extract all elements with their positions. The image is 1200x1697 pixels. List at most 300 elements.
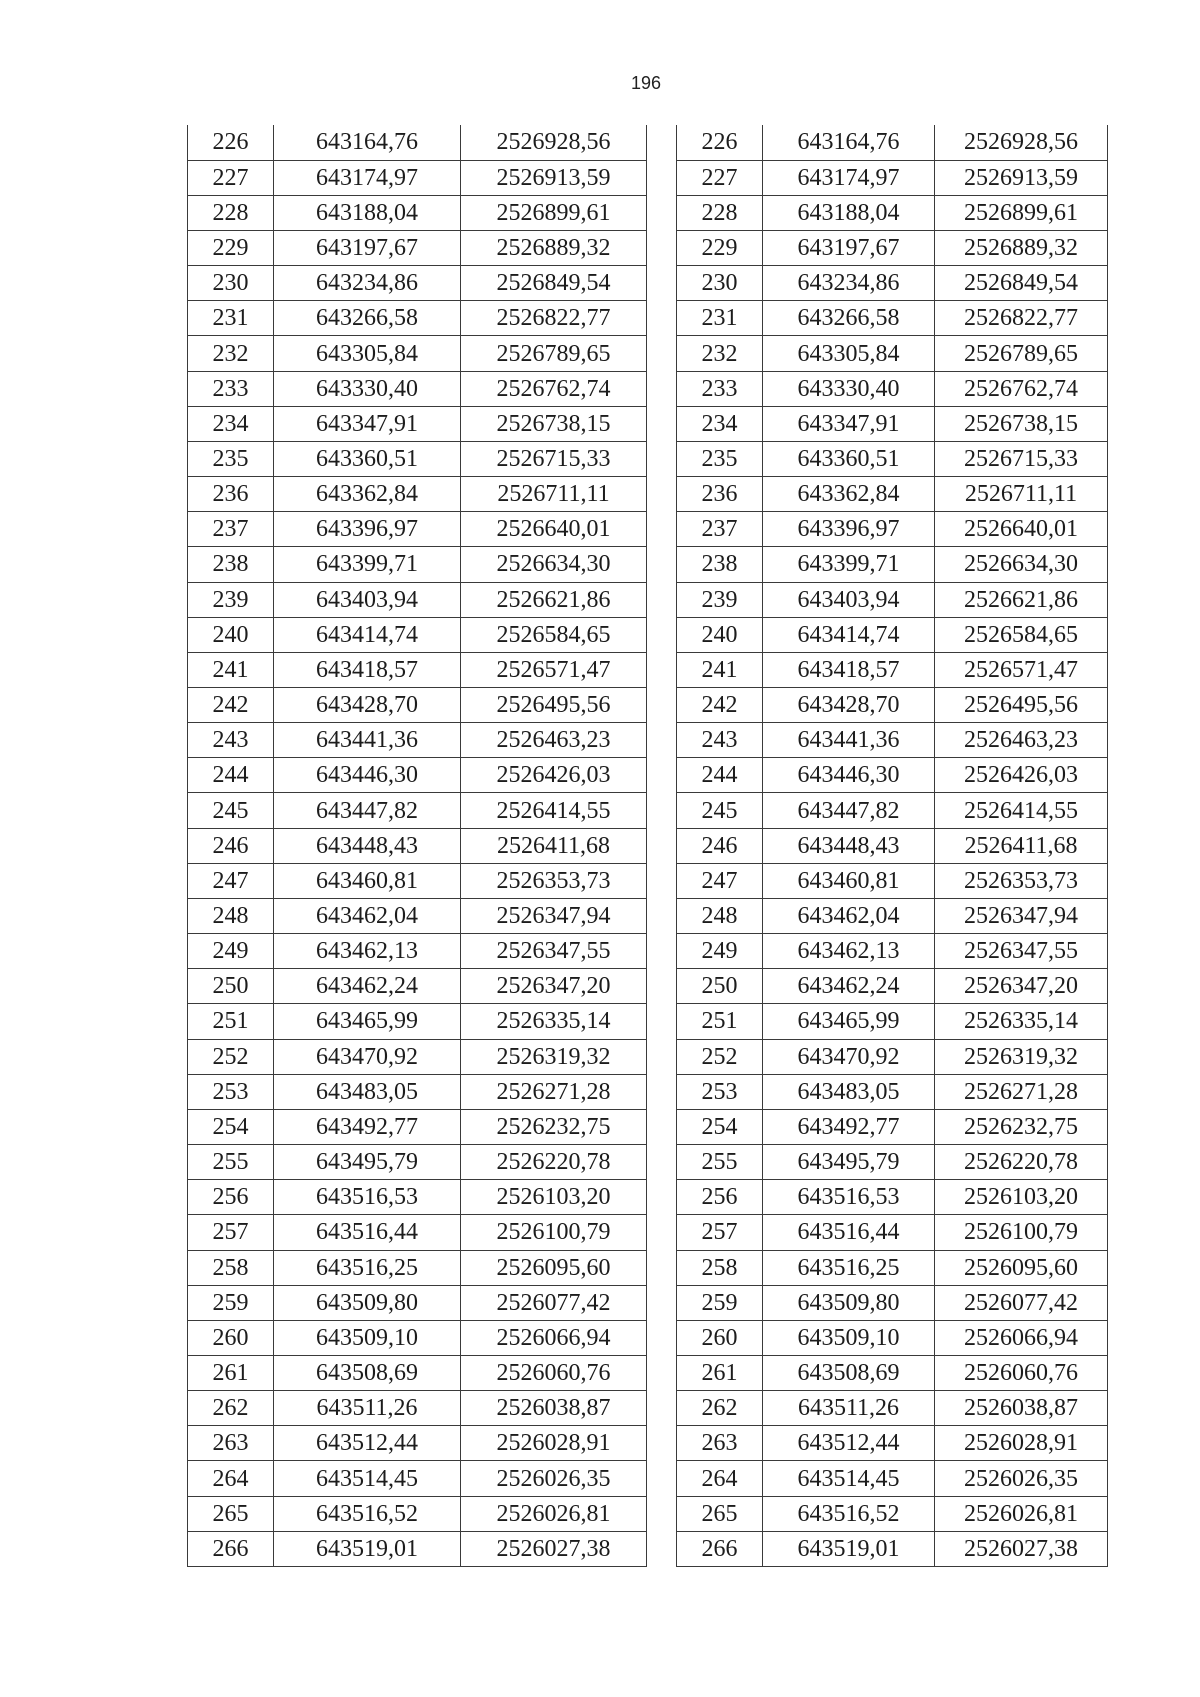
cell-point-number: 238 bbox=[677, 547, 763, 582]
table-row bbox=[677, 617, 1108, 652]
cell-y-coordinate: 2526077,42 bbox=[461, 1285, 647, 1320]
cell-y-coordinate: 2526319,32 bbox=[935, 1039, 1108, 1074]
cell-point-number: 255 bbox=[188, 1145, 274, 1180]
cell-point-number: 244 bbox=[188, 758, 274, 793]
cell-y-coordinate: 2526738,15 bbox=[461, 406, 647, 441]
cell-y-coordinate: 2526353,73 bbox=[935, 863, 1108, 898]
cell-point-number: 266 bbox=[677, 1531, 763, 1566]
table-row bbox=[677, 160, 1108, 195]
cell-x-coordinate: 643514,45 bbox=[274, 1461, 461, 1496]
table-row bbox=[677, 863, 1108, 898]
table-row bbox=[188, 301, 647, 336]
table-row bbox=[677, 898, 1108, 933]
cell-x-coordinate: 643462,04 bbox=[763, 898, 935, 933]
cell-y-coordinate: 2526762,74 bbox=[935, 371, 1108, 406]
cell-point-number: 257 bbox=[188, 1215, 274, 1250]
cell-point-number: 264 bbox=[677, 1461, 763, 1496]
cell-point-number: 243 bbox=[677, 723, 763, 758]
cell-point-number: 240 bbox=[677, 617, 763, 652]
cell-point-number: 228 bbox=[677, 195, 763, 230]
cell-point-number: 262 bbox=[677, 1391, 763, 1426]
cell-x-coordinate: 643516,25 bbox=[763, 1250, 935, 1285]
cell-point-number: 249 bbox=[677, 934, 763, 969]
table-row bbox=[677, 512, 1108, 547]
cell-y-coordinate: 2526347,94 bbox=[935, 898, 1108, 933]
table-row bbox=[677, 230, 1108, 265]
cell-y-coordinate: 2526822,77 bbox=[461, 301, 647, 336]
cell-point-number: 242 bbox=[677, 688, 763, 723]
cell-y-coordinate: 2526822,77 bbox=[935, 301, 1108, 336]
cell-point-number: 256 bbox=[677, 1180, 763, 1215]
cell-point-number: 229 bbox=[677, 230, 763, 265]
table-row bbox=[188, 1426, 647, 1461]
cell-y-coordinate: 2526038,87 bbox=[935, 1391, 1108, 1426]
cell-point-number: 259 bbox=[677, 1285, 763, 1320]
table-row bbox=[188, 1039, 647, 1074]
cell-point-number: 258 bbox=[188, 1250, 274, 1285]
cell-x-coordinate: 643446,30 bbox=[274, 758, 461, 793]
table-row bbox=[677, 969, 1108, 1004]
cell-point-number: 250 bbox=[677, 969, 763, 1004]
cell-x-coordinate: 643360,51 bbox=[274, 441, 461, 476]
cell-point-number: 254 bbox=[677, 1109, 763, 1144]
cell-x-coordinate: 643447,82 bbox=[274, 793, 461, 828]
table-row bbox=[677, 1355, 1108, 1390]
cell-point-number: 251 bbox=[188, 1004, 274, 1039]
table-row bbox=[188, 1145, 647, 1180]
cell-point-number: 238 bbox=[188, 547, 274, 582]
table-row bbox=[677, 828, 1108, 863]
cell-point-number: 260 bbox=[677, 1320, 763, 1355]
cell-y-coordinate: 2526928,56 bbox=[935, 125, 1108, 160]
cell-y-coordinate: 2526495,56 bbox=[935, 688, 1108, 723]
cell-y-coordinate: 2526100,79 bbox=[935, 1215, 1108, 1250]
table-row bbox=[677, 723, 1108, 758]
cell-y-coordinate: 2526584,65 bbox=[935, 617, 1108, 652]
table-row bbox=[677, 1391, 1108, 1426]
cell-y-coordinate: 2526621,86 bbox=[935, 582, 1108, 617]
cell-x-coordinate: 643418,57 bbox=[274, 652, 461, 687]
cell-y-coordinate: 2526634,30 bbox=[461, 547, 647, 582]
cell-x-coordinate: 643470,92 bbox=[763, 1039, 935, 1074]
cell-x-coordinate: 643188,04 bbox=[274, 195, 461, 230]
cell-x-coordinate: 643234,86 bbox=[274, 266, 461, 301]
cell-point-number: 261 bbox=[677, 1355, 763, 1390]
cell-x-coordinate: 643483,05 bbox=[763, 1074, 935, 1109]
table-row bbox=[188, 1004, 647, 1039]
cell-point-number: 246 bbox=[188, 828, 274, 863]
cell-y-coordinate: 2526899,61 bbox=[461, 195, 647, 230]
cell-y-coordinate: 2526711,11 bbox=[935, 477, 1108, 512]
cell-y-coordinate: 2526711,11 bbox=[461, 477, 647, 512]
table-row bbox=[188, 1391, 647, 1426]
cell-y-coordinate: 2526495,56 bbox=[461, 688, 647, 723]
table-row bbox=[677, 1496, 1108, 1531]
cell-x-coordinate: 643414,74 bbox=[274, 617, 461, 652]
table-row bbox=[677, 371, 1108, 406]
cell-y-coordinate: 2526353,73 bbox=[461, 863, 647, 898]
cell-x-coordinate: 643347,91 bbox=[763, 406, 935, 441]
cell-x-coordinate: 643495,79 bbox=[763, 1145, 935, 1180]
page-number: 196 bbox=[630, 73, 662, 93]
cell-x-coordinate: 643516,25 bbox=[274, 1250, 461, 1285]
table-row bbox=[188, 230, 647, 265]
cell-x-coordinate: 643164,76 bbox=[763, 125, 935, 160]
cell-y-coordinate: 2526066,94 bbox=[461, 1320, 647, 1355]
cell-point-number: 255 bbox=[677, 1145, 763, 1180]
table-row bbox=[188, 547, 647, 582]
cell-y-coordinate: 2526271,28 bbox=[461, 1074, 647, 1109]
table-row bbox=[188, 1320, 647, 1355]
cell-y-coordinate: 2526621,86 bbox=[461, 582, 647, 617]
table-body bbox=[677, 125, 1108, 1566]
cell-x-coordinate: 643509,10 bbox=[274, 1320, 461, 1355]
cell-point-number: 250 bbox=[188, 969, 274, 1004]
cell-x-coordinate: 643462,04 bbox=[274, 898, 461, 933]
cell-y-coordinate: 2526095,60 bbox=[935, 1250, 1108, 1285]
cell-x-coordinate: 643441,36 bbox=[274, 723, 461, 758]
table-row bbox=[677, 793, 1108, 828]
cell-y-coordinate: 2526426,03 bbox=[935, 758, 1108, 793]
cell-y-coordinate: 2526634,30 bbox=[935, 547, 1108, 582]
cell-x-coordinate: 643519,01 bbox=[274, 1531, 461, 1566]
table-row bbox=[188, 1285, 647, 1320]
cell-point-number: 235 bbox=[677, 441, 763, 476]
cell-point-number: 261 bbox=[188, 1355, 274, 1390]
table-row bbox=[677, 336, 1108, 371]
cell-x-coordinate: 643512,44 bbox=[274, 1426, 461, 1461]
cell-x-coordinate: 643483,05 bbox=[274, 1074, 461, 1109]
cell-y-coordinate: 2526640,01 bbox=[461, 512, 647, 547]
cell-point-number: 234 bbox=[677, 406, 763, 441]
cell-y-coordinate: 2526849,54 bbox=[461, 266, 647, 301]
cell-point-number: 240 bbox=[188, 617, 274, 652]
table-row bbox=[677, 1285, 1108, 1320]
cell-x-coordinate: 643330,40 bbox=[763, 371, 935, 406]
coordinate-table-left bbox=[187, 125, 647, 1567]
cell-y-coordinate: 2526027,38 bbox=[935, 1531, 1108, 1566]
cell-point-number: 226 bbox=[677, 125, 763, 160]
cell-x-coordinate: 643460,81 bbox=[274, 863, 461, 898]
cell-point-number: 236 bbox=[677, 477, 763, 512]
cell-y-coordinate: 2526095,60 bbox=[461, 1250, 647, 1285]
cell-x-coordinate: 643414,74 bbox=[763, 617, 935, 652]
cell-x-coordinate: 643492,77 bbox=[274, 1109, 461, 1144]
cell-point-number: 265 bbox=[677, 1496, 763, 1531]
table-row bbox=[188, 617, 647, 652]
table-row bbox=[188, 1074, 647, 1109]
table-body bbox=[188, 125, 647, 1566]
cell-y-coordinate: 2526762,74 bbox=[461, 371, 647, 406]
cell-y-coordinate: 2526319,32 bbox=[461, 1039, 647, 1074]
cell-point-number: 243 bbox=[188, 723, 274, 758]
cell-x-coordinate: 643516,53 bbox=[763, 1180, 935, 1215]
table-row bbox=[188, 652, 647, 687]
table-row bbox=[188, 1496, 647, 1531]
cell-point-number: 231 bbox=[188, 301, 274, 336]
cell-point-number: 237 bbox=[677, 512, 763, 547]
cell-x-coordinate: 643360,51 bbox=[763, 441, 935, 476]
cell-point-number: 247 bbox=[188, 863, 274, 898]
cell-point-number: 229 bbox=[188, 230, 274, 265]
cell-x-coordinate: 643516,52 bbox=[763, 1496, 935, 1531]
cell-point-number: 249 bbox=[188, 934, 274, 969]
cell-point-number: 264 bbox=[188, 1461, 274, 1496]
table-row bbox=[188, 441, 647, 476]
table-row bbox=[677, 1461, 1108, 1496]
cell-x-coordinate: 643511,26 bbox=[274, 1391, 461, 1426]
cell-x-coordinate: 643508,69 bbox=[274, 1355, 461, 1390]
cell-x-coordinate: 643428,70 bbox=[274, 688, 461, 723]
cell-y-coordinate: 2526913,59 bbox=[461, 160, 647, 195]
cell-point-number: 248 bbox=[188, 898, 274, 933]
cell-x-coordinate: 643446,30 bbox=[763, 758, 935, 793]
cell-point-number: 257 bbox=[677, 1215, 763, 1250]
cell-y-coordinate: 2526066,94 bbox=[935, 1320, 1108, 1355]
table-row bbox=[677, 1531, 1108, 1566]
cell-y-coordinate: 2526027,38 bbox=[461, 1531, 647, 1566]
table-row bbox=[188, 1109, 647, 1144]
cell-y-coordinate: 2526715,33 bbox=[461, 441, 647, 476]
cell-x-coordinate: 643465,99 bbox=[274, 1004, 461, 1039]
cell-y-coordinate: 2526232,75 bbox=[935, 1109, 1108, 1144]
table-row bbox=[677, 1215, 1108, 1250]
cell-point-number: 230 bbox=[188, 266, 274, 301]
cell-y-coordinate: 2526335,14 bbox=[935, 1004, 1108, 1039]
cell-x-coordinate: 643396,97 bbox=[274, 512, 461, 547]
table-row bbox=[677, 1426, 1108, 1461]
cell-point-number: 232 bbox=[188, 336, 274, 371]
cell-point-number: 233 bbox=[188, 371, 274, 406]
cell-y-coordinate: 2526347,20 bbox=[461, 969, 647, 1004]
cell-x-coordinate: 643516,53 bbox=[274, 1180, 461, 1215]
cell-x-coordinate: 643509,80 bbox=[274, 1285, 461, 1320]
cell-y-coordinate: 2526928,56 bbox=[461, 125, 647, 160]
table-row bbox=[188, 758, 647, 793]
cell-y-coordinate: 2526889,32 bbox=[461, 230, 647, 265]
table-row bbox=[188, 969, 647, 1004]
cell-x-coordinate: 643399,71 bbox=[274, 547, 461, 582]
cell-x-coordinate: 643462,24 bbox=[763, 969, 935, 1004]
cell-x-coordinate: 643266,58 bbox=[274, 301, 461, 336]
cell-point-number: 263 bbox=[188, 1426, 274, 1461]
cell-point-number: 226 bbox=[188, 125, 274, 160]
cell-point-number: 242 bbox=[188, 688, 274, 723]
table-row bbox=[677, 758, 1108, 793]
table-row bbox=[188, 828, 647, 863]
cell-x-coordinate: 643462,24 bbox=[274, 969, 461, 1004]
cell-x-coordinate: 643465,99 bbox=[763, 1004, 935, 1039]
cell-x-coordinate: 643512,44 bbox=[763, 1426, 935, 1461]
cell-point-number: 236 bbox=[188, 477, 274, 512]
cell-y-coordinate: 2526789,65 bbox=[461, 336, 647, 371]
cell-point-number: 263 bbox=[677, 1426, 763, 1461]
cell-point-number: 252 bbox=[188, 1039, 274, 1074]
cell-y-coordinate: 2526584,65 bbox=[461, 617, 647, 652]
cell-y-coordinate: 2526411,68 bbox=[461, 828, 647, 863]
cell-point-number: 245 bbox=[677, 793, 763, 828]
table-row bbox=[677, 477, 1108, 512]
table-row bbox=[677, 1004, 1108, 1039]
cell-point-number: 256 bbox=[188, 1180, 274, 1215]
table-row bbox=[677, 1109, 1108, 1144]
cell-y-coordinate: 2526426,03 bbox=[461, 758, 647, 793]
cell-y-coordinate: 2526899,61 bbox=[935, 195, 1108, 230]
cell-y-coordinate: 2526738,15 bbox=[935, 406, 1108, 441]
cell-y-coordinate: 2526028,91 bbox=[461, 1426, 647, 1461]
cell-x-coordinate: 643234,86 bbox=[763, 266, 935, 301]
cell-x-coordinate: 643362,84 bbox=[274, 477, 461, 512]
cell-x-coordinate: 643448,43 bbox=[274, 828, 461, 863]
table-row bbox=[188, 793, 647, 828]
table-row bbox=[188, 1215, 647, 1250]
cell-point-number: 241 bbox=[677, 652, 763, 687]
cell-x-coordinate: 643403,94 bbox=[274, 582, 461, 617]
cell-x-coordinate: 643188,04 bbox=[763, 195, 935, 230]
cell-point-number: 244 bbox=[677, 758, 763, 793]
cell-y-coordinate: 2526103,20 bbox=[461, 1180, 647, 1215]
cell-y-coordinate: 2526060,76 bbox=[461, 1355, 647, 1390]
cell-point-number: 260 bbox=[188, 1320, 274, 1355]
table-row bbox=[188, 934, 647, 969]
table-row bbox=[188, 582, 647, 617]
cell-y-coordinate: 2526077,42 bbox=[935, 1285, 1108, 1320]
cell-y-coordinate: 2526463,23 bbox=[461, 723, 647, 758]
cell-y-coordinate: 2526849,54 bbox=[935, 266, 1108, 301]
cell-point-number: 233 bbox=[677, 371, 763, 406]
table-row bbox=[188, 723, 647, 758]
table-row bbox=[188, 863, 647, 898]
table-row bbox=[188, 1355, 647, 1390]
cell-y-coordinate: 2526232,75 bbox=[461, 1109, 647, 1144]
cell-point-number: 253 bbox=[677, 1074, 763, 1109]
table-row bbox=[188, 266, 647, 301]
table-row bbox=[677, 441, 1108, 476]
cell-x-coordinate: 643197,67 bbox=[274, 230, 461, 265]
cell-y-coordinate: 2526411,68 bbox=[935, 828, 1108, 863]
cell-x-coordinate: 643441,36 bbox=[763, 723, 935, 758]
cell-x-coordinate: 643396,97 bbox=[763, 512, 935, 547]
table-row bbox=[188, 1250, 647, 1285]
table-row bbox=[188, 477, 647, 512]
cell-point-number: 258 bbox=[677, 1250, 763, 1285]
table-row bbox=[677, 266, 1108, 301]
table-row bbox=[677, 301, 1108, 336]
cell-point-number: 231 bbox=[677, 301, 763, 336]
cell-y-coordinate: 2526640,01 bbox=[935, 512, 1108, 547]
cell-point-number: 234 bbox=[188, 406, 274, 441]
cell-y-coordinate: 2526271,28 bbox=[935, 1074, 1108, 1109]
cell-y-coordinate: 2526347,55 bbox=[935, 934, 1108, 969]
cell-x-coordinate: 643516,44 bbox=[763, 1215, 935, 1250]
cell-point-number: 228 bbox=[188, 195, 274, 230]
cell-x-coordinate: 643266,58 bbox=[763, 301, 935, 336]
table-row bbox=[677, 406, 1108, 441]
cell-point-number: 237 bbox=[188, 512, 274, 547]
cell-x-coordinate: 643495,79 bbox=[274, 1145, 461, 1180]
table-row bbox=[188, 125, 647, 160]
cell-x-coordinate: 643511,26 bbox=[763, 1391, 935, 1426]
table-row bbox=[677, 1074, 1108, 1109]
cell-point-number: 251 bbox=[677, 1004, 763, 1039]
cell-point-number: 252 bbox=[677, 1039, 763, 1074]
table-row bbox=[677, 1320, 1108, 1355]
cell-point-number: 239 bbox=[677, 582, 763, 617]
cell-y-coordinate: 2526414,55 bbox=[461, 793, 647, 828]
cell-point-number: 254 bbox=[188, 1109, 274, 1144]
cell-x-coordinate: 643305,84 bbox=[763, 336, 935, 371]
table-row bbox=[677, 1180, 1108, 1215]
table-row bbox=[188, 195, 647, 230]
cell-point-number: 245 bbox=[188, 793, 274, 828]
cell-x-coordinate: 643399,71 bbox=[763, 547, 935, 582]
table-row bbox=[188, 512, 647, 547]
cell-x-coordinate: 643509,10 bbox=[763, 1320, 935, 1355]
table-row bbox=[677, 652, 1108, 687]
cell-y-coordinate: 2526789,65 bbox=[935, 336, 1108, 371]
cell-x-coordinate: 643164,76 bbox=[274, 125, 461, 160]
cell-y-coordinate: 2526100,79 bbox=[461, 1215, 647, 1250]
cell-y-coordinate: 2526913,59 bbox=[935, 160, 1108, 195]
cell-point-number: 259 bbox=[188, 1285, 274, 1320]
cell-x-coordinate: 643174,97 bbox=[274, 160, 461, 195]
cell-y-coordinate: 2526103,20 bbox=[935, 1180, 1108, 1215]
cell-y-coordinate: 2526347,55 bbox=[461, 934, 647, 969]
cell-point-number: 246 bbox=[677, 828, 763, 863]
table-row bbox=[677, 1250, 1108, 1285]
cell-point-number: 230 bbox=[677, 266, 763, 301]
cell-point-number: 241 bbox=[188, 652, 274, 687]
cell-y-coordinate: 2526026,81 bbox=[935, 1496, 1108, 1531]
cell-x-coordinate: 643519,01 bbox=[763, 1531, 935, 1566]
table-row bbox=[677, 547, 1108, 582]
cell-x-coordinate: 643508,69 bbox=[763, 1355, 935, 1390]
cell-y-coordinate: 2526571,47 bbox=[461, 652, 647, 687]
cell-point-number: 227 bbox=[188, 160, 274, 195]
cell-y-coordinate: 2526889,32 bbox=[935, 230, 1108, 265]
cell-point-number: 265 bbox=[188, 1496, 274, 1531]
cell-y-coordinate: 2526026,35 bbox=[461, 1461, 647, 1496]
table-row bbox=[677, 125, 1108, 160]
table-row bbox=[188, 898, 647, 933]
table-row bbox=[677, 1039, 1108, 1074]
cell-y-coordinate: 2526463,23 bbox=[935, 723, 1108, 758]
cell-x-coordinate: 643462,13 bbox=[763, 934, 935, 969]
table-row bbox=[188, 1461, 647, 1496]
cell-y-coordinate: 2526715,33 bbox=[935, 441, 1108, 476]
cell-y-coordinate: 2526038,87 bbox=[461, 1391, 647, 1426]
cell-y-coordinate: 2526220,78 bbox=[935, 1145, 1108, 1180]
cell-point-number: 262 bbox=[188, 1391, 274, 1426]
table-row bbox=[188, 406, 647, 441]
cell-y-coordinate: 2526571,47 bbox=[935, 652, 1108, 687]
table-row bbox=[188, 1180, 647, 1215]
cell-x-coordinate: 643492,77 bbox=[763, 1109, 935, 1144]
cell-point-number: 248 bbox=[677, 898, 763, 933]
cell-x-coordinate: 643197,67 bbox=[763, 230, 935, 265]
cell-y-coordinate: 2526220,78 bbox=[461, 1145, 647, 1180]
cell-y-coordinate: 2526026,35 bbox=[935, 1461, 1108, 1496]
cell-x-coordinate: 643403,94 bbox=[763, 582, 935, 617]
cell-y-coordinate: 2526335,14 bbox=[461, 1004, 647, 1039]
cell-point-number: 239 bbox=[188, 582, 274, 617]
cell-x-coordinate: 643448,43 bbox=[763, 828, 935, 863]
cell-x-coordinate: 643470,92 bbox=[274, 1039, 461, 1074]
table-row bbox=[188, 336, 647, 371]
table-row bbox=[188, 160, 647, 195]
coordinate-table-right bbox=[676, 125, 1108, 1567]
cell-x-coordinate: 643462,13 bbox=[274, 934, 461, 969]
